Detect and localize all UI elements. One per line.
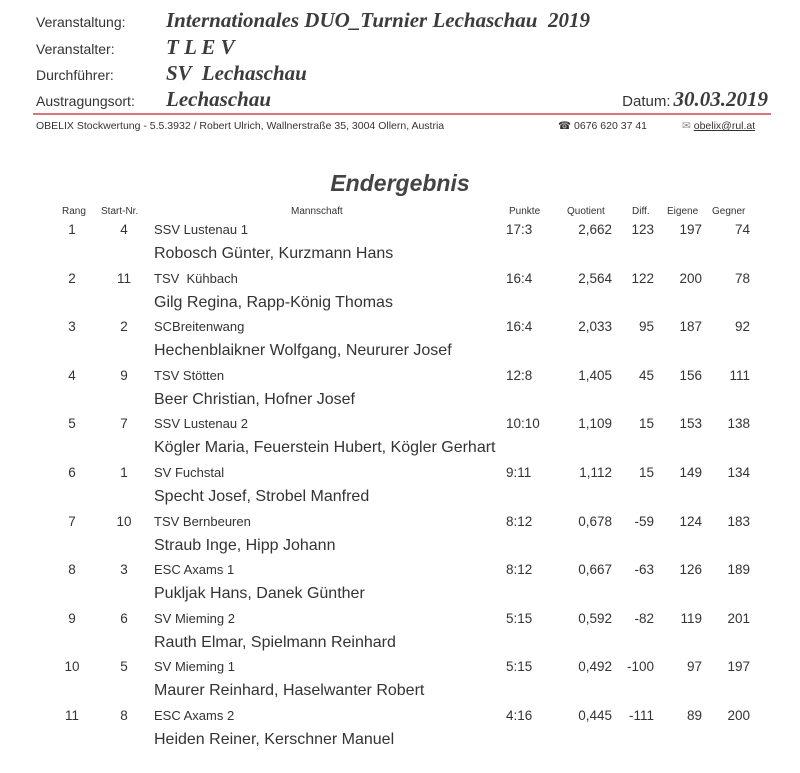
col-start-nr: Start-Nr. [101, 206, 139, 217]
team-name: ESC Axams 1 [154, 562, 235, 578]
eigene-cell: 89 [686, 708, 702, 723]
start-nr-cell: 10 [116, 513, 132, 529]
start-nr-cell: 4 [120, 222, 128, 237]
punkte-cell: 12:8 [506, 367, 533, 383]
diff-cell: -100 [626, 659, 654, 675]
start-nr-cell: 8 [120, 708, 128, 723]
team-name: SCBreitenwang [154, 319, 245, 335]
quotient-cell: 0,667 [578, 562, 612, 578]
diff-cell: 45 [638, 367, 654, 383]
diff-cell: -111 [628, 708, 654, 723]
phone-icon: ☎ [558, 120, 572, 132]
eigene-cell: 119 [680, 610, 702, 626]
quotient-cell: 0,492 [578, 659, 612, 675]
austragungsort-value: Lechaschau [166, 87, 271, 111]
start-nr-cell: 9 [120, 367, 128, 383]
team-name: SV Mieming 1 [154, 659, 235, 675]
table-row [0, 708, 800, 756]
gegner-cell: 201 [727, 610, 750, 626]
rang-cell: 6 [68, 465, 76, 480]
team-name: SV Fuchstal [154, 465, 225, 480]
col-gegner: Gegner [712, 206, 746, 217]
gegner-cell: 197 [727, 659, 750, 675]
phone-number: 0676 620 37 41 [574, 120, 648, 132]
player-names: Maurer Reinhard, Haselwanter Robert [154, 682, 425, 700]
table-row [0, 416, 800, 464]
quotient-cell: 2,033 [578, 319, 612, 335]
email-contact [682, 120, 755, 132]
table-row [0, 368, 800, 416]
veranstaltung-label: Veranstaltung: [36, 14, 126, 30]
rang-cell: 10 [64, 659, 80, 675]
table-row [0, 319, 800, 367]
durchfuehrer-label: Durchführer: [36, 67, 114, 83]
diff-cell: 15 [638, 465, 654, 480]
player-names: Gilg Regina, Rapp-König Thomas [154, 293, 393, 311]
eigene-cell: 200 [679, 270, 702, 286]
punkte-cell: 5:15 [506, 610, 533, 626]
team-name: TSV Kühbach [154, 270, 238, 286]
eigene-cell: 124 [679, 513, 702, 529]
punkte-cell: 8:12 [506, 513, 533, 529]
quotient-cell: 1,109 [578, 416, 612, 432]
punkte-cell: 5:15 [506, 659, 533, 675]
header-durchfuehrer [36, 61, 307, 87]
header-divider [33, 113, 771, 115]
page-title: Endergebnis [330, 170, 470, 196]
quotient-cell: 2,564 [578, 270, 612, 286]
eigene-cell: 156 [679, 367, 702, 383]
team-name: ESC Axams 2 [154, 708, 235, 723]
header-datum [622, 87, 768, 112]
table-row [0, 562, 800, 610]
start-nr-cell: 2 [120, 319, 128, 335]
header-austragungsort [36, 87, 271, 113]
punkte-cell: 4:16 [506, 708, 533, 723]
punkte-cell: 9:11 [506, 465, 532, 480]
player-names: Kögler Maria, Feuerstein Hubert, Kögler Gerhart [154, 439, 496, 457]
punkte-cell: 16:4 [506, 270, 533, 286]
durchfuehrer-value: SV Lechaschau [166, 61, 307, 85]
rang-cell: 1 [68, 222, 76, 237]
austragungsort-label: Austragungsort: [36, 93, 135, 109]
team-name: SSV Lustenau 1 [154, 222, 248, 237]
datum-label: Datum: [622, 93, 671, 110]
mail-icon: ✉ [682, 120, 691, 132]
col-rang: Rang [62, 206, 86, 217]
rang-cell: 3 [68, 319, 76, 335]
start-nr-cell: 11 [116, 270, 131, 286]
table-row [0, 465, 800, 513]
player-names: Beer Christian, Hofner Josef [154, 390, 355, 408]
quotient-cell: 0,678 [578, 513, 612, 529]
table-row [0, 514, 800, 562]
quotient-cell: 1,112 [579, 465, 612, 480]
diff-cell: 123 [631, 222, 654, 237]
header-veranstaltung [36, 8, 590, 34]
player-names: Hechenblaikner Wolfgang, Neururer Josef [154, 342, 452, 360]
punkte-cell: 8:12 [506, 562, 533, 578]
team-name: TSV Bernbeuren [154, 513, 251, 529]
col-eigene: Eigene [667, 206, 699, 217]
quotient-cell: 2,662 [578, 222, 612, 237]
software-credit: OBELIX Stockwertung - 5.5.3932 / Robert Ulrich, Wallnerstraße 35, 3004 Ollern, Austria [36, 120, 445, 132]
diff-cell: -63 [634, 562, 654, 578]
gegner-cell: 189 [727, 562, 750, 578]
eigene-cell: 197 [679, 222, 702, 237]
col-quotient: Quotient [567, 206, 605, 217]
gegner-cell: 200 [727, 708, 750, 723]
veranstalter-label: Veranstalter: [36, 41, 115, 57]
player-names: Rauth Elmar, Spielmann Reinhard [154, 633, 396, 651]
gegner-cell: 138 [727, 416, 750, 432]
eigene-cell: 153 [679, 416, 702, 432]
player-names: Specht Josef, Strobel Manfred [154, 488, 370, 505]
diff-cell: 95 [638, 319, 654, 335]
phone-contact [558, 120, 647, 132]
player-names: Heiden Reiner, Kerschner Manuel [154, 731, 395, 748]
rang-cell: 5 [68, 416, 76, 432]
email-link[interactable]: obelix@rul.at [693, 120, 756, 132]
eigene-cell: 126 [679, 562, 702, 578]
quotient-cell: 0,592 [578, 610, 612, 626]
veranstalter-value: T L E V [166, 35, 235, 59]
player-names: Straub Inge, Hipp Johann [154, 536, 336, 554]
gegner-cell: 183 [727, 513, 750, 529]
punkte-cell: 16:4 [506, 319, 533, 335]
table-row [0, 222, 800, 270]
gegner-cell: 78 [734, 270, 750, 286]
quotient-cell: 0,445 [578, 708, 612, 723]
rang-cell: 11 [64, 708, 79, 723]
col-diff: Diff. [632, 206, 650, 217]
col-mannschaft: Mannschaft [291, 206, 343, 217]
diff-cell: -59 [634, 513, 654, 529]
punkte-cell: 10:10 [506, 416, 540, 432]
punkte-cell: 17:3 [506, 222, 533, 237]
start-nr-cell: 5 [120, 659, 128, 675]
rang-cell: 8 [68, 562, 76, 578]
team-name: SSV Lustenau 2 [154, 416, 248, 432]
rang-cell: 7 [68, 513, 76, 529]
diff-cell: 15 [638, 416, 654, 432]
veranstaltung-value: Internationales DUO_Turnier Lechaschau 2019 [166, 8, 590, 32]
gegner-cell: 111 [729, 367, 750, 383]
table-row [0, 611, 800, 659]
rang-cell: 2 [68, 270, 76, 286]
table-row [0, 271, 800, 319]
start-nr-cell: 1 [120, 465, 128, 480]
start-nr-cell: 6 [120, 610, 128, 626]
diff-cell: 122 [631, 270, 654, 286]
gegner-cell: 74 [734, 222, 750, 237]
rang-cell: 9 [68, 610, 76, 626]
player-names: Robosch Günter, Kurzmann Hans [154, 245, 394, 262]
col-punkte: Punkte [509, 206, 541, 217]
table-row [0, 659, 800, 707]
gegner-cell: 92 [734, 319, 750, 335]
diff-cell: -82 [634, 610, 654, 626]
rang-cell: 4 [68, 367, 76, 383]
software-footer [36, 120, 768, 134]
eigene-cell: 97 [686, 659, 702, 675]
team-name: TSV Stötten [154, 367, 225, 383]
eigene-cell: 149 [679, 465, 702, 480]
quotient-cell: 1,405 [578, 367, 612, 383]
start-nr-cell: 7 [120, 416, 128, 432]
header-veranstalter [36, 35, 235, 61]
datum-value: 30.03.2019 [673, 87, 768, 111]
start-nr-cell: 3 [120, 562, 128, 578]
player-names: Pukljak Hans, Danek Günther [154, 585, 365, 603]
eigene-cell: 187 [679, 319, 702, 335]
team-name: SV Mieming 2 [154, 610, 235, 626]
gegner-cell: 134 [727, 465, 750, 480]
